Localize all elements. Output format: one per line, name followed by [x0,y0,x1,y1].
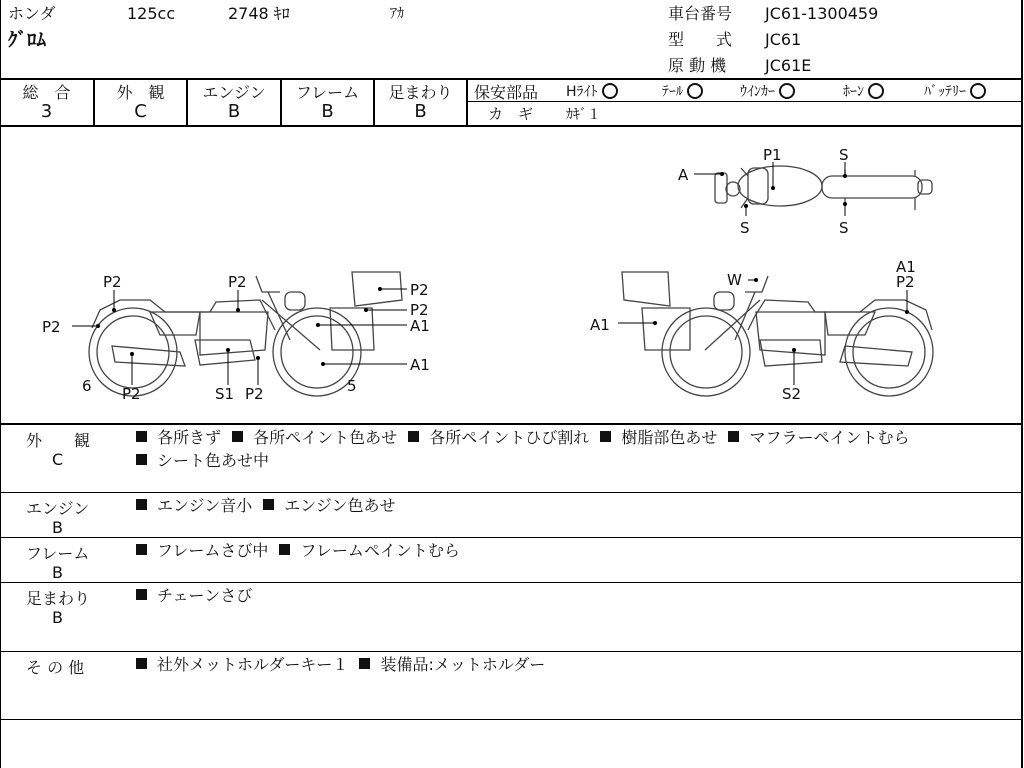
section-title-other: そ の 他 [26,658,85,677]
section-title-frame: フレーム [26,544,90,563]
diag-label: A1 [410,356,430,374]
safety-item-battery [924,81,986,101]
bullet-square-icon [136,658,147,669]
safety-item-label: ﾃｰﾙ [662,84,683,100]
color: ｱｶ [390,6,404,22]
bullet-square-icon [279,544,290,555]
section-grade-suspension: B [52,608,63,627]
grade-value-frame: B [321,101,334,122]
section-items-exterior [136,426,1016,472]
remark-item [232,428,397,447]
diag-label: A1 [896,258,916,276]
grade-value-exterior: C [134,101,147,122]
remark-item [136,451,269,470]
diag-label: S2 [782,385,802,403]
maker: ホンダ [8,4,56,23]
model-name: ｸﾞﾛﾑ [8,29,47,51]
section-items-frame [136,539,1016,562]
diag-label: P2 [228,273,247,291]
safety-item-horn [843,81,884,101]
safety-item-winker [740,81,795,101]
section-line [0,651,1022,652]
section-line [0,423,1022,425]
remark-text: 各所ペイント色あせ [253,428,398,447]
grade-label-frame: フレーム [295,83,360,102]
bullet-square-icon [136,589,147,600]
engine-label: 原 動 機 [668,56,727,75]
diag-label: P2 [410,301,429,319]
safety-item-headlight [566,81,618,101]
safety-item-label: Hﾗｲﾄ [566,84,598,100]
section-title-suspension: 足まわり [26,589,91,608]
diag-label: A1 [410,317,430,335]
section-grade-exterior: C [52,450,64,469]
remark-item [600,428,717,447]
bullet-square-icon [600,431,611,442]
right-side-view-motorcycle [622,272,933,396]
top-view-motorcycle [715,166,932,210]
section-title-exterior: 外 観 [26,431,91,450]
remark-text: 樹脂部色あせ [621,428,718,447]
diag-label: W [727,271,742,289]
type-label: 型 式 [668,30,733,49]
grade-label-engine: エンジン [202,83,266,102]
bullet-square-icon [359,658,370,669]
remark-item [263,496,395,515]
remark-item [408,428,589,447]
section-title-engine: エンジン [26,499,90,518]
remark-text: フレームペイントむら [300,541,460,560]
bullet-square-icon [136,499,147,510]
safety-item-label: ﾊﾞｯﾃﾘｰ [924,84,966,100]
diag-label: P2 [42,318,61,336]
safety-item-tail [662,81,703,101]
key-label: カ ギ [488,105,534,123]
remark-text: シート色あせ中 [157,451,270,470]
remark-text: 各所ペイントひび割れ [429,428,590,447]
grade-value-total: 3 [40,101,53,122]
diag-label: S [740,219,750,237]
section-line [0,492,1022,493]
diag-label: P2 [245,385,264,403]
section-grade-engine: B [52,518,63,537]
diag-label: P2 [896,273,915,291]
bullet-square-icon [136,544,147,555]
remark-text: 社外メットホルダーキー１ [157,655,349,674]
section-items-suspension [136,584,1016,607]
bullet-square-icon [136,431,147,442]
diag-label: S [839,219,849,237]
diag-label: P2 [410,281,429,299]
bullet-square-icon [232,431,243,442]
ok-circle-icon [970,83,986,99]
ok-circle-icon [779,83,795,99]
diag-label: A1 [590,316,610,334]
ok-circle-icon [687,83,703,99]
diag-label: P2 [103,273,122,291]
remark-item [728,428,909,447]
remark-item [279,541,459,560]
bullet-square-icon [263,499,274,510]
grade-label-total: 総 合 [22,83,71,102]
diag-label: S [839,146,849,164]
section-line [0,582,1022,583]
grade-label-exterior: 外 観 [116,83,165,102]
diag-label: 5 [347,377,357,395]
diag-label: 6 [82,377,92,395]
section-grade-frame: B [52,563,63,582]
remark-item [136,496,252,515]
ok-circle-icon [868,83,884,99]
remark-item [136,655,348,674]
section-items-engine [136,494,1016,517]
safety-divider [467,101,1022,102]
grade-value-suspension: B [414,101,427,122]
remark-text: エンジン音小 [157,496,253,515]
motorcycle-damage-diagram [0,127,1022,423]
remark-item [359,655,545,674]
ok-circle-icon [602,83,618,99]
grade-label-suspension: 足まわり [388,83,453,102]
bullet-square-icon [408,431,419,442]
safety-item-label: ｳｲﾝｶｰ [740,84,775,100]
bullet-square-icon [136,454,147,465]
safety-label: 保安部品 [474,83,539,102]
frame-no: JC61-1300459 [765,4,879,23]
remark-item [136,541,268,560]
key-value: ｶｷﾞ１ [566,107,601,123]
section-items-other [136,653,1016,676]
type-value: JC61 [765,30,802,49]
diag-label: P1 [763,146,782,164]
displacement: 125cc [127,4,176,23]
remark-item [136,586,252,605]
grade-value-engine: B [227,101,241,122]
diag-label: A [678,166,689,184]
remark-text: フレームさび中 [157,541,269,560]
engine-value: JC61E [765,56,812,75]
diag-label: P2 [122,385,141,403]
remark-item [136,428,221,447]
bullet-square-icon [728,431,739,442]
remark-text: 各所きず [157,428,222,447]
remark-text: 装備品:メットホルダー [380,655,546,674]
section-line [0,719,1022,720]
safety-item-label: ﾎｰﾝ [843,84,864,100]
frame-no-label: 車台番号 [668,4,733,23]
remark-text: チェーンさび [157,586,253,605]
section-line [0,537,1022,538]
mileage: 2748 ｷﾛ [228,4,290,23]
diag-label: S1 [215,385,235,403]
col-divider [466,79,468,126]
remark-text: エンジン色あせ [284,496,396,515]
remark-text: マフラーペイントむら [749,428,910,447]
